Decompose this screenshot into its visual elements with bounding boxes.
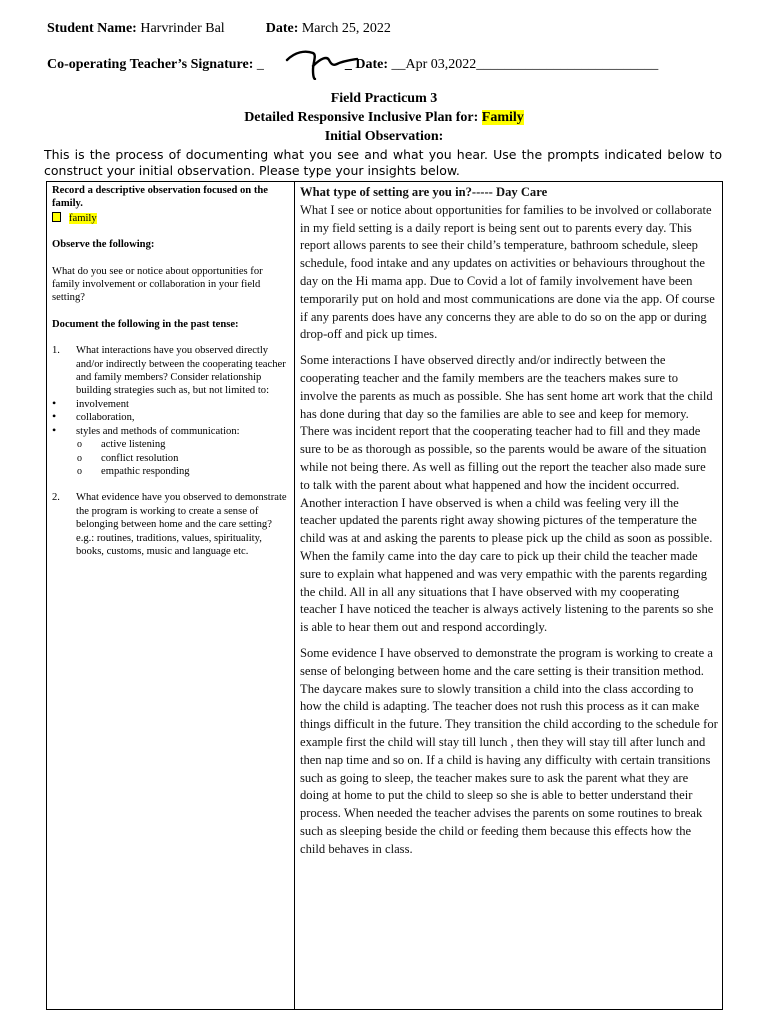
family-option-label: family [69,212,97,224]
bullet-item: • styles and methods of communication: o active listening o conflict resolution o empathic responding [52,425,290,479]
communication-sub-bullets [76,438,290,478]
intro-line-1: This is the process of documenting what you see and what you hear. Use the prompts indicated below to [44,147,722,162]
bullet-item: • involvement [52,398,290,411]
bullet-item: • collaboration, [52,411,290,424]
observe-heading: Observe the following: [52,239,155,251]
prompts-column [47,182,295,1010]
checkbox-icon [52,212,61,222]
course-title: Field Practicum 3 [330,91,438,106]
plan-focus-highlight: Family [481,110,524,125]
response-paragraph-2: Some interactions I have observed directly and/or indirectly between the cooperating teacher and the family members are the teachers makes sure to involve the parents as much as possible. She has sent home art work that the child has done during that day so the families are able to see and keep for memory. There was incident report that the cooperating teacher had to fill and they made sure to be as thorough as possible, so the parents would be aware of the situation while not being there. As well as filling out the report the teacher also made sure to talk with the parent about what happened and how the incident occurred. Another interaction I have observed is when a child was feeling very ill the teacher updated the parents right away showing pictures of the temperature the child was at and asking the parents to please pick up the child as soon as possible. When the family came into the day care to pick up their child the teacher made sure to explain what happened and was very empathic with the parents regarding the child. All in all any situations that I have observed with my cooperating teacher I have noticed the teacher is always actively listening to the parents so she is able to hear them out and respond accordingly. [300,353,714,635]
student-name-label: Student Name: [47,21,137,36]
signature-label: Co-operating Teacher’s Signature: [47,57,254,72]
date-value: March 25, 2022 [301,21,391,36]
date2-value: __Apr 03,2022__________________________ [391,57,659,72]
plan-title [0,110,768,126]
prompt-item-2: 2. What evidence have you observed to demonstrate the program is working to create a sense of belonging between home and the care setting? e.g.: routines, traditions, values, spirituality, books, customs, music and language etc. [52,492,287,557]
observe-question: What do you see or notice about opportunities for family involvement or collaboration in your field setting? [52,265,263,304]
plan-title-prefix: Detailed Responsive Inclusive Plan for: [244,110,479,125]
setting-question: What type of setting are you in?----- Day Care [300,185,548,199]
responses-column [295,182,723,1010]
response-paragraph-3: Some evidence I have observed to demonstrate the program is working to create a sense of belonging between home and the care setting is their transition method. The daycare makes sure to slowly transition a child into the class according to how the child is adapting. The teacher does not rush this process as it can make things difficult in the future. They transition the child according to the schedule for example first the child will stay till lunch , then they will stay till after lunch and then nap time and so on. If a child is having any difficulty with certain transitions such as going to sleep, the teacher makes sure to ask the parent what they are doing at home to put the child to sleep so she is able to better understand their process. When needed the teacher advises the parents on some routines to break such as sleeping beside the child or feeding them because this effects how the child behaves in class. [300,645,718,856]
record-heading: Record a descriptive observation focused on the family. [52,185,268,210]
student-name-value: Harvrinder Bal [140,21,225,36]
prompt-2-text: What evidence have you observed to demonstrate the program is working to create a sense of belonging between home and the care setting? e.g.: routines, traditions, values, spirituality, books, customs, music and language etc. [76,492,287,557]
student-info-line [47,21,391,37]
observation-table [46,181,723,1010]
handwritten-signature-icon [283,46,361,80]
prompt-1-text: What interactions have you observed directly and/or indirectly between the cooperating teacher and family members? Consider relationship building strategies such as, but not limited to: [76,345,286,397]
document-heading: Document the following in the past tense: [52,318,239,330]
strategy-bullets [52,398,290,478]
signature-prefix: _ [256,57,264,72]
intro-line-2: construct your initial observation. Please type your insights below. [44,163,460,178]
response-paragraph-1: What I see or notice about opportunities for families to be involved or collaborate in my field setting is a daily report is being sent out to parents every day. This report allows parents to see their child’s temperature, bathroom schedule, sleep schedule, food intake and any updates on activities or behaviours throughout the day on the Hi mama app. Due to Covid a lot of family involvement have been temporarily put on hold and most communications are done via the app. Of course if any parents does have any concerns they are able to do so on the app or during drop-off and pick up times. [300,202,715,342]
date2-label: Date: [355,57,389,72]
family-option [52,212,290,225]
sub-bullet-item: o empathic responding [76,465,290,478]
sub-bullet-item: o active listening [76,438,290,451]
prompt-list [52,344,290,558]
date-label: Date: [265,21,299,36]
section-title: Initial Observation: [324,129,444,144]
signature-suffix: _ [344,57,352,72]
prompt-item-1: 1. What interactions have you observed directly and/or indirectly between the cooperating teacher and family members? Consider relationship building strategies such as, but not limited to: • involvement • collaboration, • styles and methods of communication: o active listening o conflict resolution o empathic responding [52,344,290,478]
intro-paragraph [44,147,722,179]
sub-bullet-item: o conflict resolution [76,452,290,465]
